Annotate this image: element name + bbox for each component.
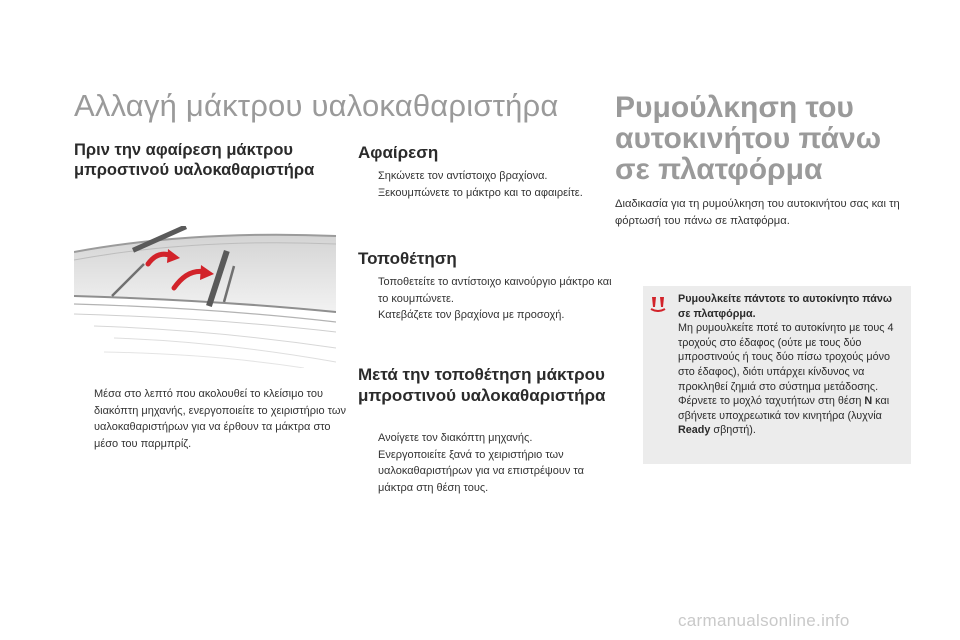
warning-title: Ρυμουλκείτε πάντοτε το αυτοκίνητο πάνω σε πλατφόρμα.: [678, 293, 893, 320]
removal-list: [358, 168, 622, 201]
list-item: Μέσα στο λεπτό που ακολουθεί το κλείσιμο του διακόπτη μηχανής, ενεργοποιείτε το χειριστήριο των υαλοκαθαριστήρων για να έρθουν τα μάκτρα στο μέσο του παρμπρίζ.: [94, 388, 346, 450]
installation-heading: Τοποθέτηση: [358, 249, 457, 268]
after-installation-list: [358, 430, 622, 496]
list-item: Ξεκουμπώνετε το μάκτρο και το αφαιρείτε.: [378, 186, 583, 199]
warning-paragraph-1: Μη ρυμουλκείτε ποτέ το αυτοκίνητο με τους 4 τροχούς στο έδαφος (ούτε με τους δύο μπροστινούς ή τους δύο πίσω τροχούς μόνο στο έδαφος), διότι υπάρχει κίνδυνος να προκληθεί ζημιά στο σύστημα μετάδοσης.: [678, 322, 894, 393]
gear-n-label: N: [864, 395, 873, 408]
ready-label: Ready: [678, 424, 711, 437]
wiper-illustration: [74, 226, 336, 368]
list-item: Τοποθετείτε το αντίστοιχο καινούργιο μάκτρο και το κουμπώνετε.: [378, 276, 612, 305]
list-item: Κατεβάζετε τον βραχίονα με προσοχή.: [378, 309, 565, 321]
list-item: Σηκώνετε τον αντίστοιχο βραχίονα.: [378, 170, 548, 182]
warning-text: [678, 292, 906, 438]
installation-list: [358, 274, 622, 324]
page-title: Αλλαγή μάκτρου υαλοκαθαριστήρα: [74, 88, 559, 123]
list-item: Ενεργοποιείτε ξανά το χειριστήριο των υαλοκαθαριστήρων για να επιστρέψουν τα μάκτρα στη θέση τους.: [378, 448, 584, 494]
watermark: carmanualsonline.info: [678, 611, 850, 630]
after-installation-heading: Μετά την τοποθέτηση μάκτρου μπροστινού υαλοκαθαριστήρα: [358, 365, 606, 405]
before-removal-list: [74, 386, 346, 452]
warning-icon: [650, 296, 666, 312]
before-removal-heading: Πριν την αφαίρεση μάκτρου μπροστινού υαλοκαθαριστήρα: [74, 141, 315, 179]
towing-intro: Διαδικασία για τη ρυμούλκηση του αυτοκινήτου σας και τη φόρτωσή του πάνω σε πλατφόρμα.: [615, 198, 900, 227]
warning-paragraph-2: Φέρνετε το μοχλό ταχυτήτων στη θέση N και σβήνετε υποχρεωτικά τον κινητήρα (λυχνία Ready σβηστή).: [678, 395, 890, 437]
list-item: Ανοίγετε τον διακόπτη μηχανής.: [378, 432, 533, 444]
towing-title: Ρυμούλκηση του αυτοκινήτου πάνω σε πλατφόρμα: [615, 91, 882, 186]
removal-heading: Αφαίρεση: [358, 143, 439, 162]
